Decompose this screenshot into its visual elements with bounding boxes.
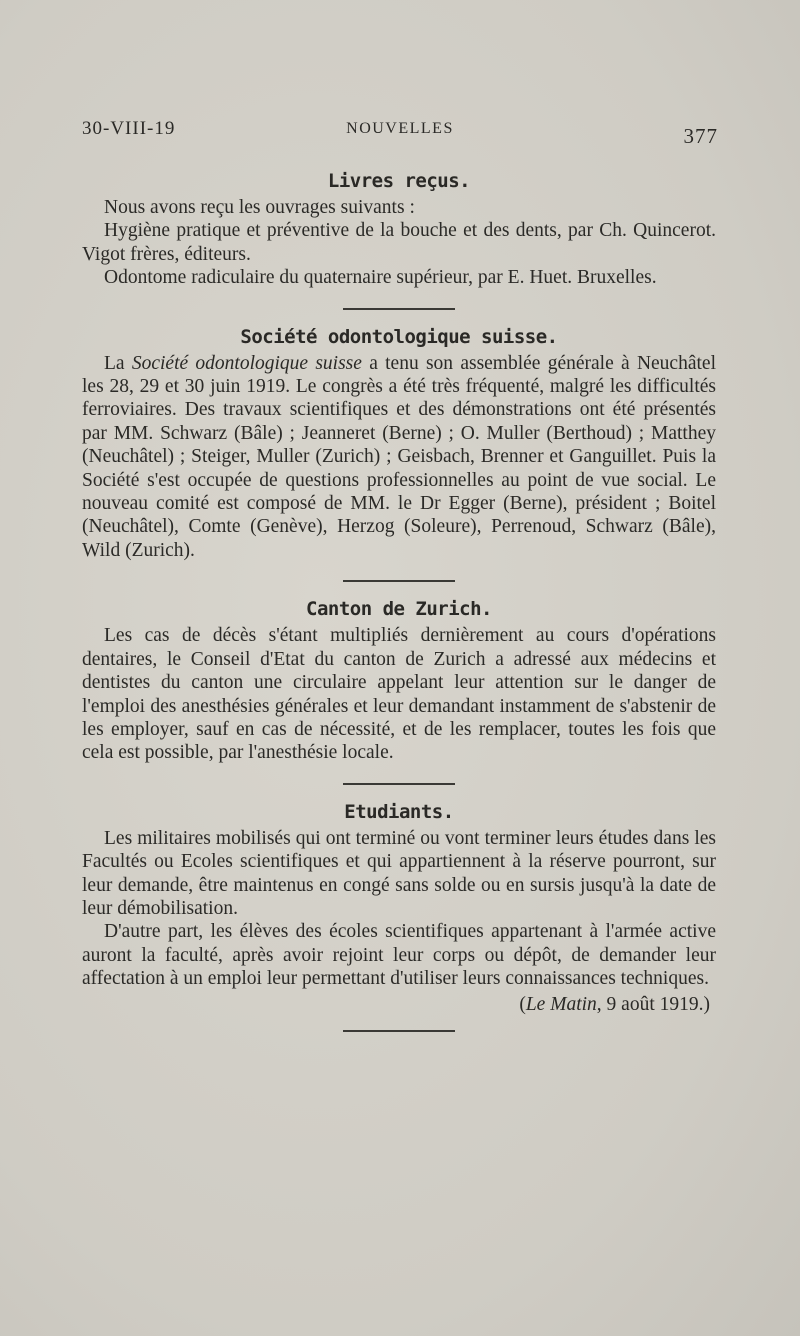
source-date: , 9 août 1919.) [596,993,710,1015]
section-canton-zurich [82,594,716,764]
section-divider [343,580,455,582]
paragraph: Les militaires mobilisés qui ont terminé ou vont terminer leurs études dans les Facultés ou Ecoles scientifiques et qui appartiennent à la réserve pourront, sur leur demande, être maintenus en congé sans solde ou en sursis jusqu'à la date de leur démobilisation. [82,827,716,919]
section-title: Livres reçus. [327,170,471,192]
section-title: Canton de Zurich. [306,598,492,621]
paragraph: Odontome radiculaire du quaternaire supérieur, par E. Huet. Bruxelles. [104,267,657,289]
paragraph: Hygiène pratique et préventive de la bouche et des dents, par Ch. Quincerot. Vigot frères, éditeurs. [82,220,716,265]
section-livres-recus [82,166,716,290]
paragraph: D'autre part, les élèves des écoles scientifiques appartenant à l'armée active auront la faculté, après avoir rejoint leur corps ou dépôt, de demander leur affectation à un emploi leur permettant d'utiliser leurs connaissances techniques. [82,921,716,990]
paragraph: Les cas de décès s'étant multipliés dernièrement au cours d'opérations dentaires, le Conseil d'Etat du canton de Zurich a adressé aux médecins et dentistes du canton une circulaire appelant leur attention sur le danger de l'emploi des anesthésies générales et leur demandant instamment de s'abstenir de les employer, sauf en cas de nécessité, et de les remplacer, toutes les fois que cela est possible, par l'anesthésie locale. [82,625,716,764]
section-divider [343,308,455,310]
source-name: Le Matin [525,993,597,1015]
closing-divider [343,1030,455,1032]
source-citation [82,993,716,1016]
paragraph [82,352,716,563]
page-number: 377 [683,124,718,148]
section-societe-odontologique [82,322,716,563]
header-section: NOUVELLES [346,120,454,137]
section-divider [343,783,455,785]
header-date: 30-VIII-19 [82,118,176,139]
section-title: Société odontologique suisse. [240,325,558,348]
section-title: Etudiants. [344,800,454,823]
running-head [82,118,718,148]
source-prefix: ( [519,993,526,1015]
section-etudiants [82,797,716,1016]
paragraph: Nous avons reçu les ouvrages suivants : [104,197,415,218]
paragraph-intro: La [104,352,132,374]
paragraph-body: a tenu son assemblée générale à Neuchâtel les 28, 29 et 30 juin 1919. Le congrès a été très fréquenté, malgré les difficultés ferroviaires. Des travaux scientifiques et des démonstrations ont été présentés par MM. Schwarz (Bâle) ; Jeanneret (Berne) ; O. Muller (Berthoud) ; Matthey (Neuchâtel) ; Steiger, Muller (Zurich) ; Geisbach, Brenner et Ganguillet. Puis la Société s'est occupée de questions professionnelles au point de vue social. Le nouveau comité est composé de MM. le Dr Egger (Berne), président ; Boitel (Neuchâtel), Comte (Genève), Herzog (Soleure), Perrenoud, Schwarz (Bâle), Wild (Zurich). [82,352,716,561]
article-content [82,166,716,1044]
society-name: Société odontologique suisse [131,352,362,374]
